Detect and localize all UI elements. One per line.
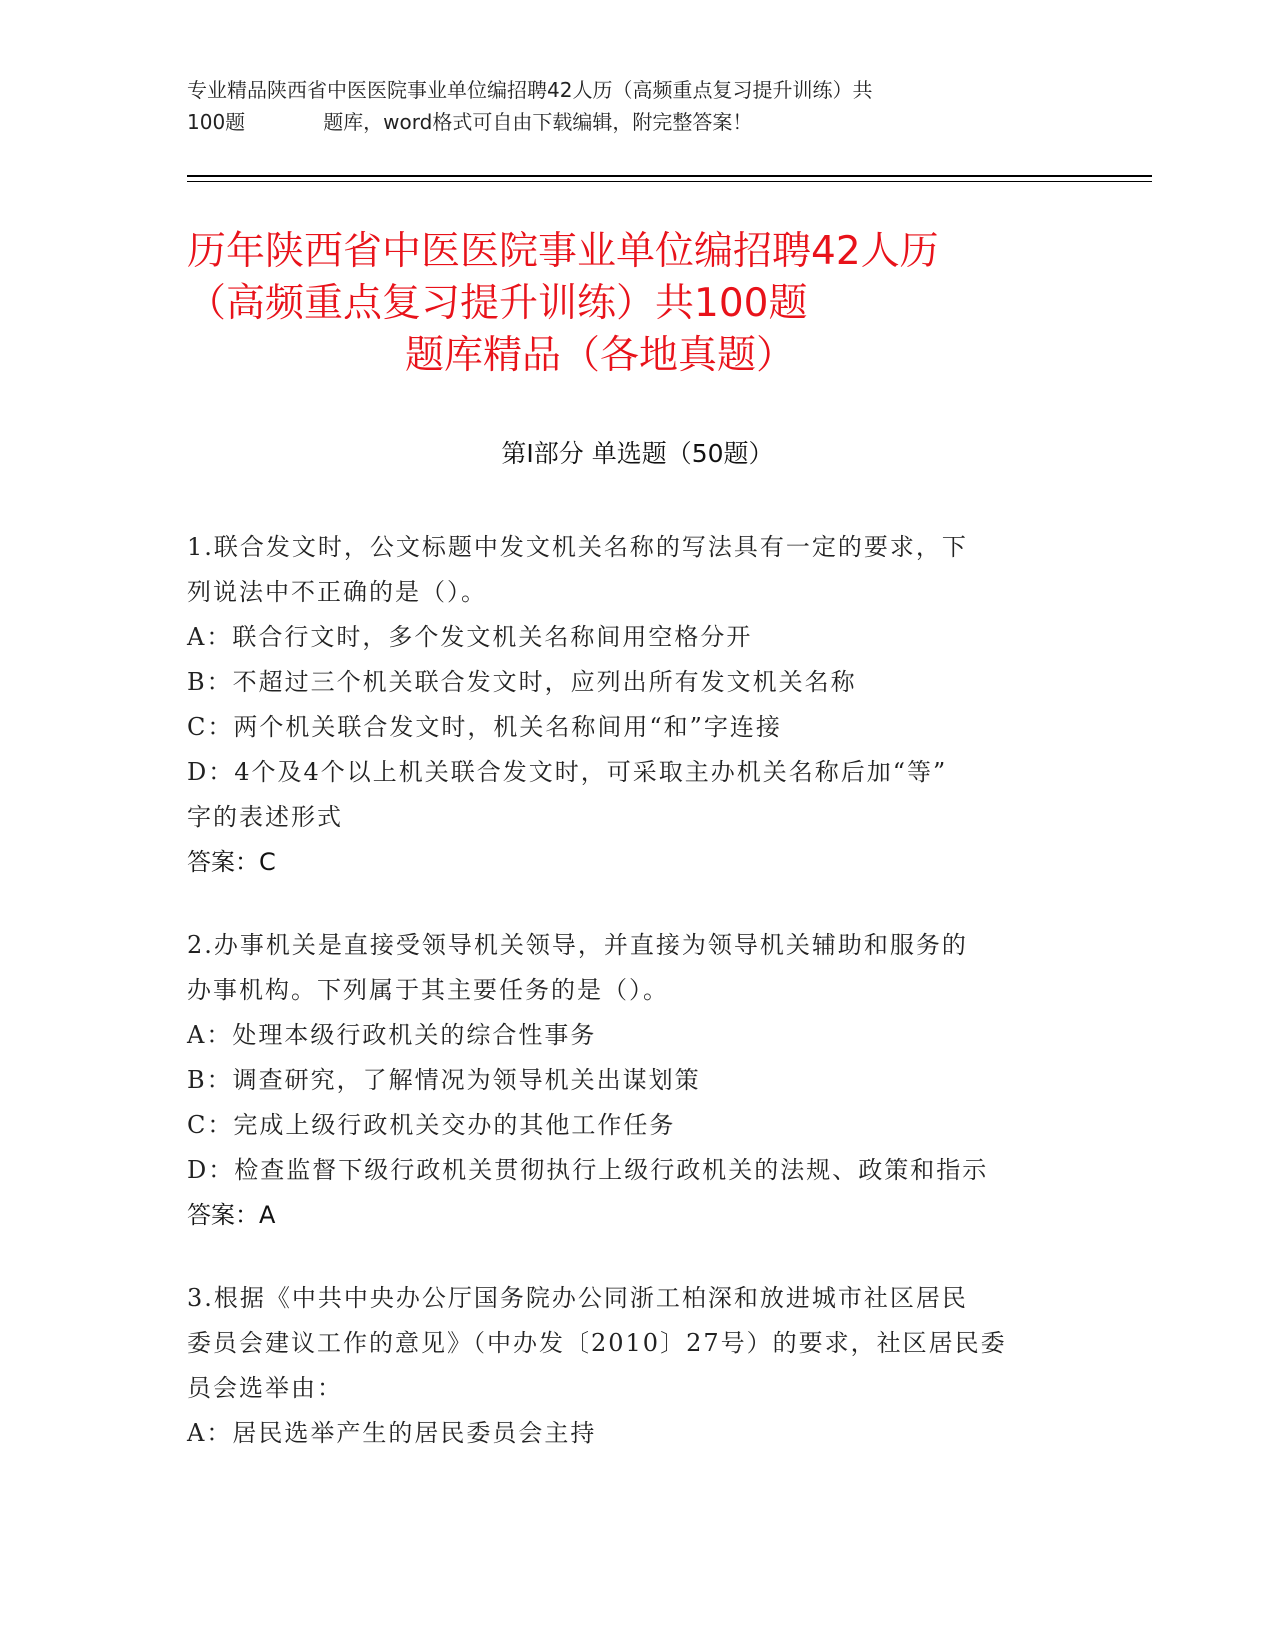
answer: 答案：C [187,848,276,876]
header-line-2-left: 100题 [187,110,246,134]
question-stem: 员会选举由： [187,1374,343,1402]
option-a: A：处理本级行政机关的综合性事务 [187,1021,597,1049]
header-rule-thin [187,181,1152,182]
option-b: B：调查研究，了解情况为领导机关出谋划策 [187,1066,701,1094]
question-stem: 列说法中不正确的是（）。 [187,578,487,606]
header-rule-thick [187,175,1152,177]
option-b: B：不超过三个机关联合发文时，应列出所有发文机关名称 [187,668,857,696]
option-d: D：4个及4个以上机关联合发文时，可采取主办机关名称后加“等” [187,758,948,786]
title-line-2: （高频重点复习提升训练）共100题 [187,281,808,326]
option-a: A：居民选举产生的居民委员会主持 [187,1419,597,1447]
page-header [187,74,1087,138]
answer: 答案：A [187,1201,276,1229]
question-3 [187,1276,1087,1456]
header-line-2-right: 题库，word格式可自由下载编辑，附完整答案！ [323,110,753,134]
question-stem: 3.根据《中共中央办公厅国务院办公同浙工柏深和放进城市社区居民 [187,1284,968,1312]
header-line-1: 专业精品陕西省中医医院事业单位编招聘42人历（高频重点复习提升训练）共 [187,78,873,102]
option-c: C：完成上级行政机关交办的其他工作任务 [187,1111,676,1139]
question-stem: 委员会建议工作的意见》（中办发〔2010〕27号）的要求，社区居民委 [187,1329,1007,1357]
section-title: 第Ⅰ部分 单选题（50题） [501,439,774,468]
question-1 [187,525,1087,885]
option-d: D：检查监督下级行政机关贯彻执行上级行政机关的法规、政策和指示 [187,1156,989,1184]
option-a: A：联合行文时，多个发文机关名称间用空格分开 [187,623,753,651]
option-c: C：两个机关联合发文时，机关名称间用“和”字连接 [187,713,782,741]
question-stem: 2.办事机关是直接受领导机关领导，并直接为领导机关辅助和服务的 [187,931,968,959]
question-stem: 办事机构。下列属于其主要任务的是（）。 [187,976,669,1004]
title-line-1: 历年陕西省中医医院事业单位编招聘42人历 [187,229,939,274]
question-2 [187,923,1087,1238]
question-list [187,525,1087,1456]
header-line-2 [187,106,1087,138]
option-d-continued: 字的表述形式 [187,803,343,831]
question-stem: 1.联合发文时，公文标题中发文机关名称的写法具有一定的要求，下 [187,533,968,561]
title-line-3: 题库精品（各地真题） [405,333,796,378]
document-title [187,226,1097,382]
